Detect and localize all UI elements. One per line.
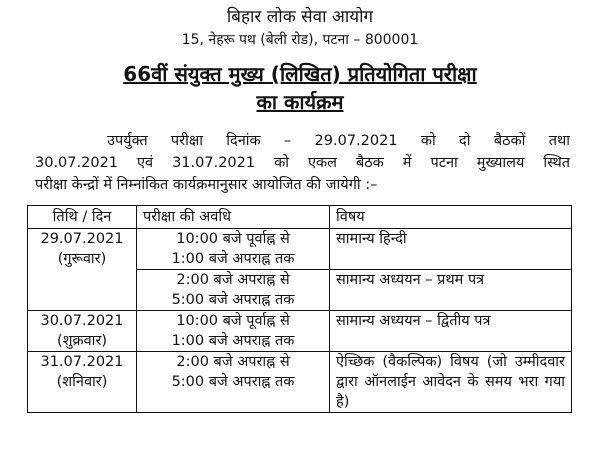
exam-schedule-table <box>27 205 572 413</box>
time-end: 1:00 बजे अपराह्न तक <box>171 251 295 267</box>
time-start: 10:00 बजे पूर्वाह्न से <box>176 313 290 329</box>
time-end: 5:00 बजे अपराह्न तक <box>171 374 295 390</box>
header-subject: विषय <box>330 206 572 229</box>
intro-line-2: 30.07.2021 एवं 31.07.2021 को एकल बैठक में पटना मुख्यालय स्थित <box>35 155 570 171</box>
header-duration: परीक्षा की अवधि <box>137 206 330 229</box>
table-row <box>28 311 572 352</box>
table-row <box>28 229 572 270</box>
organization-address: 15, नेहरू पथ (बेली रोड), पटना – 800001 <box>181 32 419 48</box>
notice-title-line2: का कार्यक्रम <box>256 90 344 114</box>
notice-title-line1: 66वीं संयुक्त मुख्य (लिखित) प्रतियोगिता परीक्षा <box>123 62 477 86</box>
exam-date: 31.07.2021 <box>40 354 124 370</box>
date-cell <box>28 311 137 352</box>
duration-cell <box>137 352 330 413</box>
exam-date: 30.07.2021 <box>40 313 124 329</box>
time-start: 2:00 बजे अपराह्न से <box>176 272 290 288</box>
exam-day: (शुक्रवार) <box>56 333 108 349</box>
table-header-row <box>28 206 572 229</box>
date-cell <box>28 352 137 413</box>
duration-cell <box>137 311 330 352</box>
intro-line-3: परीक्षा केन्द्रों में निम्नांकित कार्यक्रमानुसार आयोजित की जायेगी :– <box>35 177 378 193</box>
table-row <box>28 352 572 413</box>
header-date-day: तिथि / दिन <box>28 206 137 229</box>
time-end: 5:00 बजे अपराह्न तक <box>171 292 295 308</box>
subject-cell: सामान्य अध्ययन – प्रथम पत्र <box>330 270 572 311</box>
time-start: 2:00 बजे अपराह्न से <box>176 354 290 370</box>
exam-day: (गुरूवार) <box>57 251 107 267</box>
time-end: 1:00 बजे अपराह्न तक <box>171 333 295 349</box>
date-cell <box>28 229 137 311</box>
exam-day: (शनिवार) <box>56 374 108 390</box>
time-start: 10:00 बजे पूर्वाह्न से <box>176 231 290 247</box>
subject-cell: ऐच्छिक (वैकल्पिक) विषय (जो उम्मीदवार द्वारा ऑनलाईन आवेदन के समय भरा गया है) <box>330 352 572 413</box>
duration-cell <box>137 229 330 270</box>
exam-date: 29.07.2021 <box>40 231 124 247</box>
subject-cell: सामान्य हिन्दी <box>330 229 572 270</box>
intro-line-1: उपर्युक्त परीक्षा दिनांक – 29.07.2021 को दो बैठकों तथा <box>107 133 570 149</box>
subject-cell: सामान्य अध्ययन – द्वितीय पत्र <box>330 311 572 352</box>
organization-name: बिहार लोक सेवा आयोग <box>226 7 374 27</box>
duration-cell <box>137 270 330 311</box>
